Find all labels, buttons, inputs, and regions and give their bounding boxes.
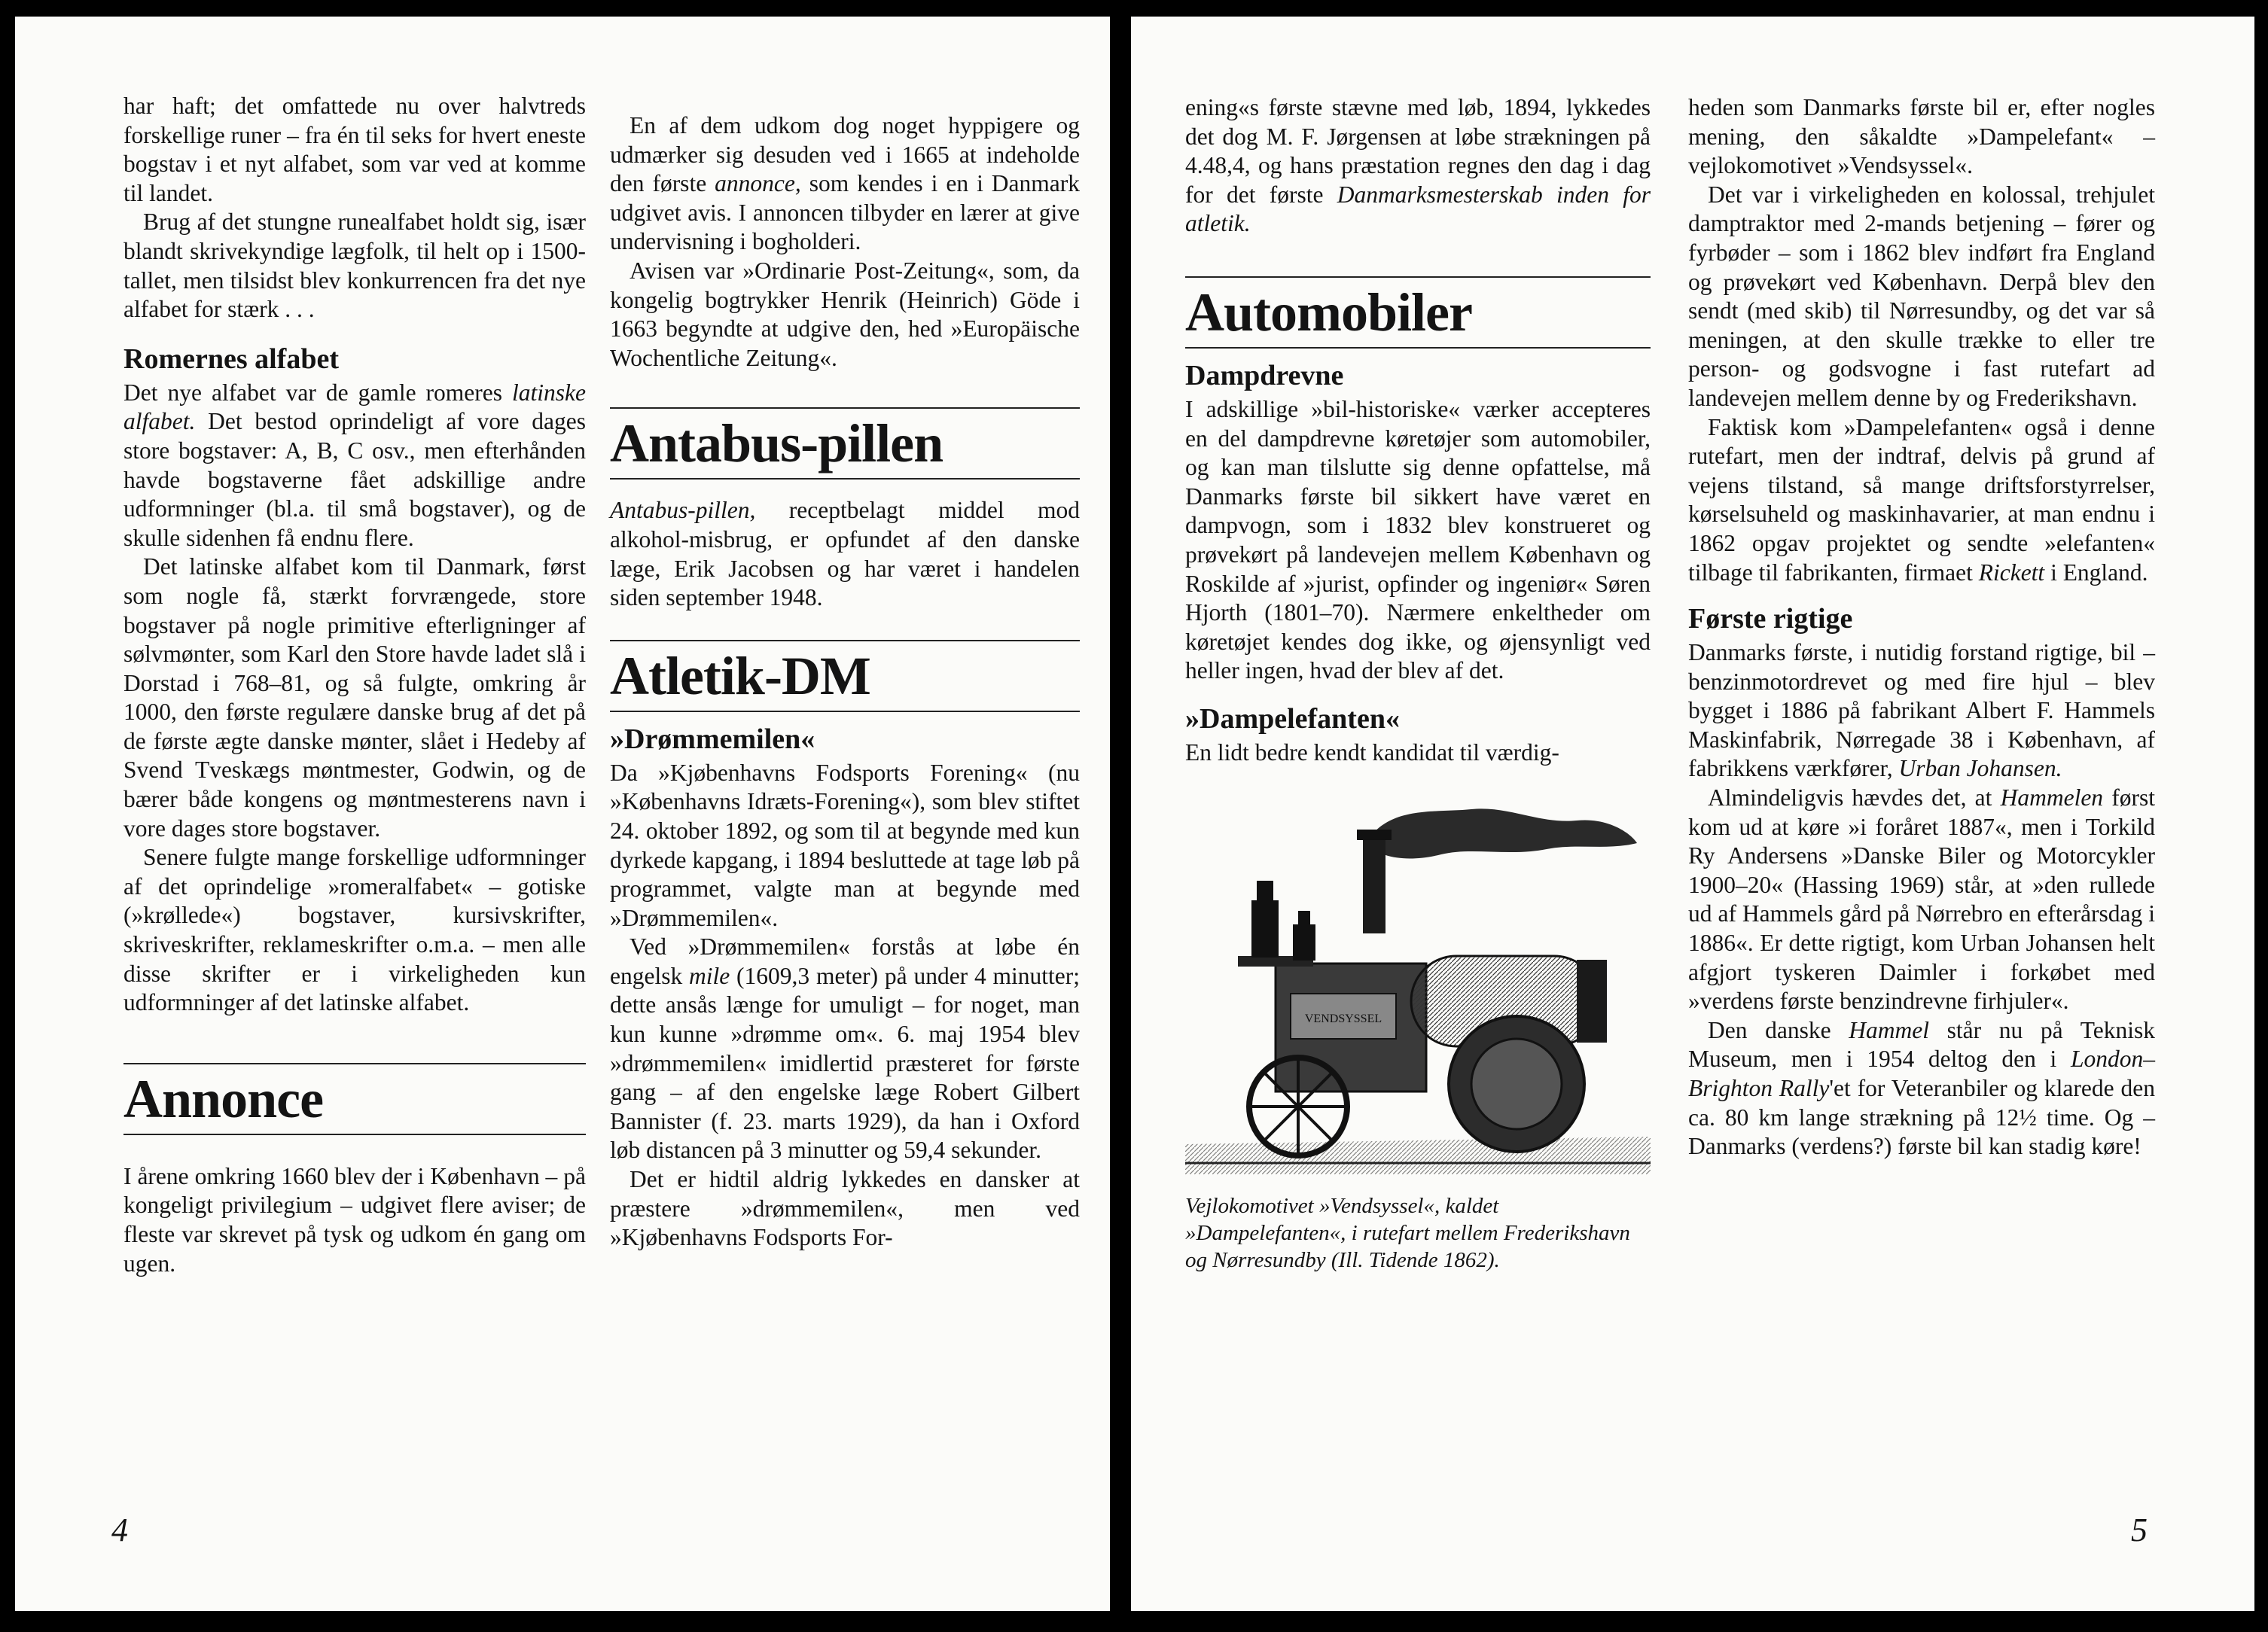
roller-hub — [1471, 1039, 1562, 1129]
boiler-front — [1577, 960, 1607, 1043]
section-header-antabus — [610, 407, 1080, 480]
right-column-3 — [1185, 93, 1651, 1274]
text-run: står nu på Teknisk Museum, men i 1954 deltog den i — [1688, 1016, 2155, 1073]
divider — [123, 1134, 586, 1135]
subheading-forste-rigtige: Første rigtige — [1688, 603, 1853, 635]
page-number: 5 — [2131, 1512, 2148, 1548]
section-title: Antabus-pillen — [610, 413, 943, 474]
chimney-cap — [1357, 830, 1392, 840]
section-title: Annonce — [123, 1068, 324, 1129]
paragraph: Det var i virkeligheden en kolossal, trehjulet damptraktor med 2-mands betjening – fører og fyrbøder – som i 1862 blev indført fra England og prøvekørt ved København. Derpå blev den sendt (med skib) til Nørresundby, og det var så meningen, at den skulle trække to eller tre person- og godsvogne i fast rutefart ad landevejen mellem denne by og Frederikshavn. — [1688, 181, 2155, 411]
text-run: Danmarks første, i nutidig forstand rigtige, bil – benzinmotordrevet og med fire hjul – blev bygget i 1886 på fabrikant Albert F. Hammels Maskinfabrik, Nørregade 38 i København, af fabrikkens værkfører, — [1688, 639, 2155, 782]
paragraph: I årene omkring 1660 blev der i København – på kongeligt privilegium – udgivet flere aviser; de fleste var skrevet på tysk og udkom én gang om ugen. — [123, 1162, 586, 1277]
italic-term: Hammelen — [2000, 784, 2104, 811]
steam-locomotive-illustration — [1185, 790, 1651, 1174]
italic-term: annonce, — [715, 170, 801, 197]
section-header-atletik — [610, 640, 1080, 712]
paragraph: Det latinske alfabet kom til Danmark, først som nogle få, stærkt forvrængede, store bogstaver på nogle primitive efterligninger af sølvmønter, som Karl den Store havde ladet slå i Dorstad i 768–81, og så fulgte, omkring år 1000, den første regulære danske brug af det på de første ægte danske mønter, slået i Hedeby af Svend Tveskægs møntmester, Godwin, og de bærer både kongens og møntmesterens navn i vore dages store bogstaver. — [123, 553, 586, 842]
section-header-annonce — [123, 1063, 586, 1135]
paragraph: En lidt bedre kendt kandidat til værdig- — [1185, 738, 1559, 766]
italic-term: Hammel — [1849, 1016, 1929, 1043]
text-run: (1609,3 meter) på under 4 minutter; dette ansås længe for umuligt – for noget, man kun kunne »drømme om«. 6. maj 1954 blev »drømmemilen« imidlertid præsteret for første gang – af den engelske læge Robert Gilbert Bannister (f. 23. marts 1929), da han i Oxford løb distancen på 3 minutter og 59,4 sekunder. — [610, 962, 1080, 1164]
text-run: først kom ud at køre »i foråret 1887«, men i Torkild Ry Andersens »Danske Biler og Motorcykler 1900–20« (Hassing 1969) står, at »den rullede ud af Hammels gård på Nørrebro en efterårsdag i 1886«. Er dette rigtigt, kom Urban Johansen helt afgjort tyskeren Daimler i forkøbet med »verdens første benzindrevne firhjuler«. — [1688, 784, 2155, 1015]
text-run: Den danske — [1708, 1016, 1849, 1043]
section-title: Automobiler — [1185, 282, 1472, 343]
subheading-dampdrevne: Dampdrevne — [1185, 359, 1344, 391]
section-header-automobiler — [1185, 276, 1651, 349]
text-run: Faktisk kom »Dampelefanten« også i denne rutefart, men der indtraf, delvis på grund af vejens tilstand, så mange driftsforstyrrelser, kørselsuheld og maskinhavarier, at man endnu i 1862 opgav projektet og sendte »elefanten« tilbage til fabrikanten, firmaet — [1688, 413, 2155, 586]
divider — [123, 1063, 586, 1064]
plate-text: VENDSYSSEL — [1304, 1012, 1382, 1025]
paragraph — [610, 496, 1080, 612]
page-number: 4 — [111, 1512, 128, 1548]
text-run: Almindeligvis hævdes det, at — [1708, 784, 2001, 811]
paragraph — [123, 379, 586, 553]
paragraph — [1688, 638, 2155, 784]
divider — [610, 640, 1080, 641]
text-run: En af dem udkom dog noget hyppigere og udmærker sig desuden ved i 1665 at indeholde den første — [610, 112, 1080, 197]
right-page — [1131, 17, 2254, 1611]
italic-term: mile — [689, 962, 730, 989]
right-column-4 — [1688, 93, 2155, 1162]
paragraph: Da »Kjøbenhavns Fodsports Forening« (nu »Københavns Idræts-Forening«), som blev stiftet 24. oktober 1892, og som til at begynde med kun dyrkede kapgang, i 1894 besluttede at tage løb på programmet, valgte man at begynde med »Drømmemilen«. — [610, 759, 1080, 931]
paragraph: Det er hidtil aldrig lykkedes en dansker at præstere »drømmemilen«, men ved »Kjøbenhavns Fodsports For- — [610, 1166, 1080, 1251]
left-column-1 — [123, 92, 586, 1278]
paragraph — [1688, 413, 2155, 588]
italic-term: latinske alfabet. — [123, 379, 586, 435]
italic-term: London–Brighton Rally — [1688, 1046, 2155, 1101]
subheading-dampelefanten: »Dampelefanten« — [1185, 702, 1400, 735]
divider — [610, 407, 1080, 409]
paragraph: Senere fulgte mange forskellige udformninger af det oprindelige »romeralfabet« – gotiske (»krøllede«) bogstaver, kursivskrifter, skriveskrifter, reklameskrifter o.m.a. – men alle disse skrifter er i virkeligheden kun udformninger af det latinske alfabet. — [123, 844, 586, 1016]
illustration-caption: Vejlokomotivet »Vendsyssel«, kaldet »Dampelefanten«, i rutefart mellem Frederikshavn og Nørresundby (Ill. Tidende 1862). — [1185, 1193, 1630, 1272]
paragraph: heden som Danmarks første bil er, efter nogles mening, den såkaldte »Dampelefant« – vejlokomotivet »Vendsyssel«. — [1688, 94, 2155, 179]
paragraph: Avisen var »Ordinarie Post-Zeitung«, som, da kongelig bogtrykker Henrik (Heinrich) Göde i 1663 begyndte at udgive den, hed »Europäische Wochentliche Zeitung«. — [610, 257, 1080, 371]
text-run: Ved »Drømmemilen« forstås at løbe én engelsk — [610, 933, 1080, 989]
text-run: ening«s første stævne med løb, 1894, lykkedes det dog M. F. Jørgensen at løbe strækningen på 4.48,4, og hans præstation regnes den dag i dag for det første — [1185, 94, 1651, 208]
paragraph — [610, 933, 1080, 1165]
ground — [1185, 1137, 1651, 1174]
divider — [1185, 347, 1651, 349]
text-run: som kendes i en i Danmark udgivet avis. I annoncen tilbyder en lærer at give undervisning i bogholderi. — [610, 170, 1081, 255]
paragraph — [610, 111, 1080, 257]
text-run: i England. — [2044, 559, 2148, 586]
wheel-spokes — [1249, 1058, 1347, 1155]
text-run: Det bestod oprindeligt af vore dages store bogstaver: A, B, C osv., men efterhånden havde bogstaverne fået adskillige andre udformninger (bl.a. til små bogstaver), og de skulle sidenhen få endnu flere. — [123, 408, 586, 551]
paragraph — [1688, 1016, 2155, 1162]
italic-term: Danmarksmesterskab inden for atletik. — [1185, 181, 1651, 237]
section-title: Atletik-DM — [610, 645, 870, 706]
left-page — [15, 17, 1110, 1611]
divider — [610, 478, 1080, 480]
left-column-2 — [610, 111, 1080, 1253]
chimney — [1363, 836, 1385, 933]
italic-term: Antabus-pillen, — [610, 497, 756, 524]
subheading-drommemilen: »Drømmemilen« — [610, 723, 815, 755]
illustration-svg — [1185, 790, 1651, 1174]
paragraph — [1688, 784, 2155, 1016]
paragraph: har haft; det omfattede nu over halvtreds forskellige runer – fra én til seks for hvert eneste bogstav i et nyt alfabet, som var ved at komme til landet. — [123, 93, 586, 206]
text-run: 'et for Veteranbiler og klarede den ca. 80 km lange strækning på 12½ time. Og – Danmarks (verdens?) første bil kan stadig køre! — [1688, 1075, 2155, 1160]
paragraph — [1185, 93, 1651, 239]
drivers — [1251, 881, 1315, 961]
divider — [610, 711, 1080, 712]
italic-term: Rickett — [1978, 559, 2045, 586]
subheading-romernes-alfabet: Romernes alfabet — [123, 343, 339, 375]
divider — [1185, 276, 1651, 278]
paragraph: I adskillige »bil-historiske« værker accepteres en del dampdrevne køretøjer som automobiler, og kan man tilslutte sig denne opfattelse, må Danmarks første bil sikkert have været en dampvogn, som i 1832 blev konstrueret og prøvekørt på landevejen mellem København og Roskilde af »jurist, opfinder og ingeniør« Søren Hjorth (1801–70). Nærmere enkeltheder om køretøjet kendes dog ikke, og øjensynligt ved heller ingen, hvad der blev af det. — [1185, 395, 1651, 684]
italic-term: Urban Johansen. — [1898, 755, 2062, 782]
smoke — [1366, 808, 1637, 858]
paragraph: Brug af det stungne runealfabet holdt sig, især blandt skrivekyndige lægfolk, til helt op i 1500-tallet, men tilsidst blev konkurrencen fra det nye alfabet for stærk . . . — [123, 209, 586, 323]
text-run: receptbelagt middel mod alkohol-misbrug, er opfundet af den danske læge, Erik Jacobsen og har været i handelen siden september 1948. — [610, 497, 1080, 611]
text-run: Det nye alfabet var de gamle romeres — [123, 379, 513, 406]
